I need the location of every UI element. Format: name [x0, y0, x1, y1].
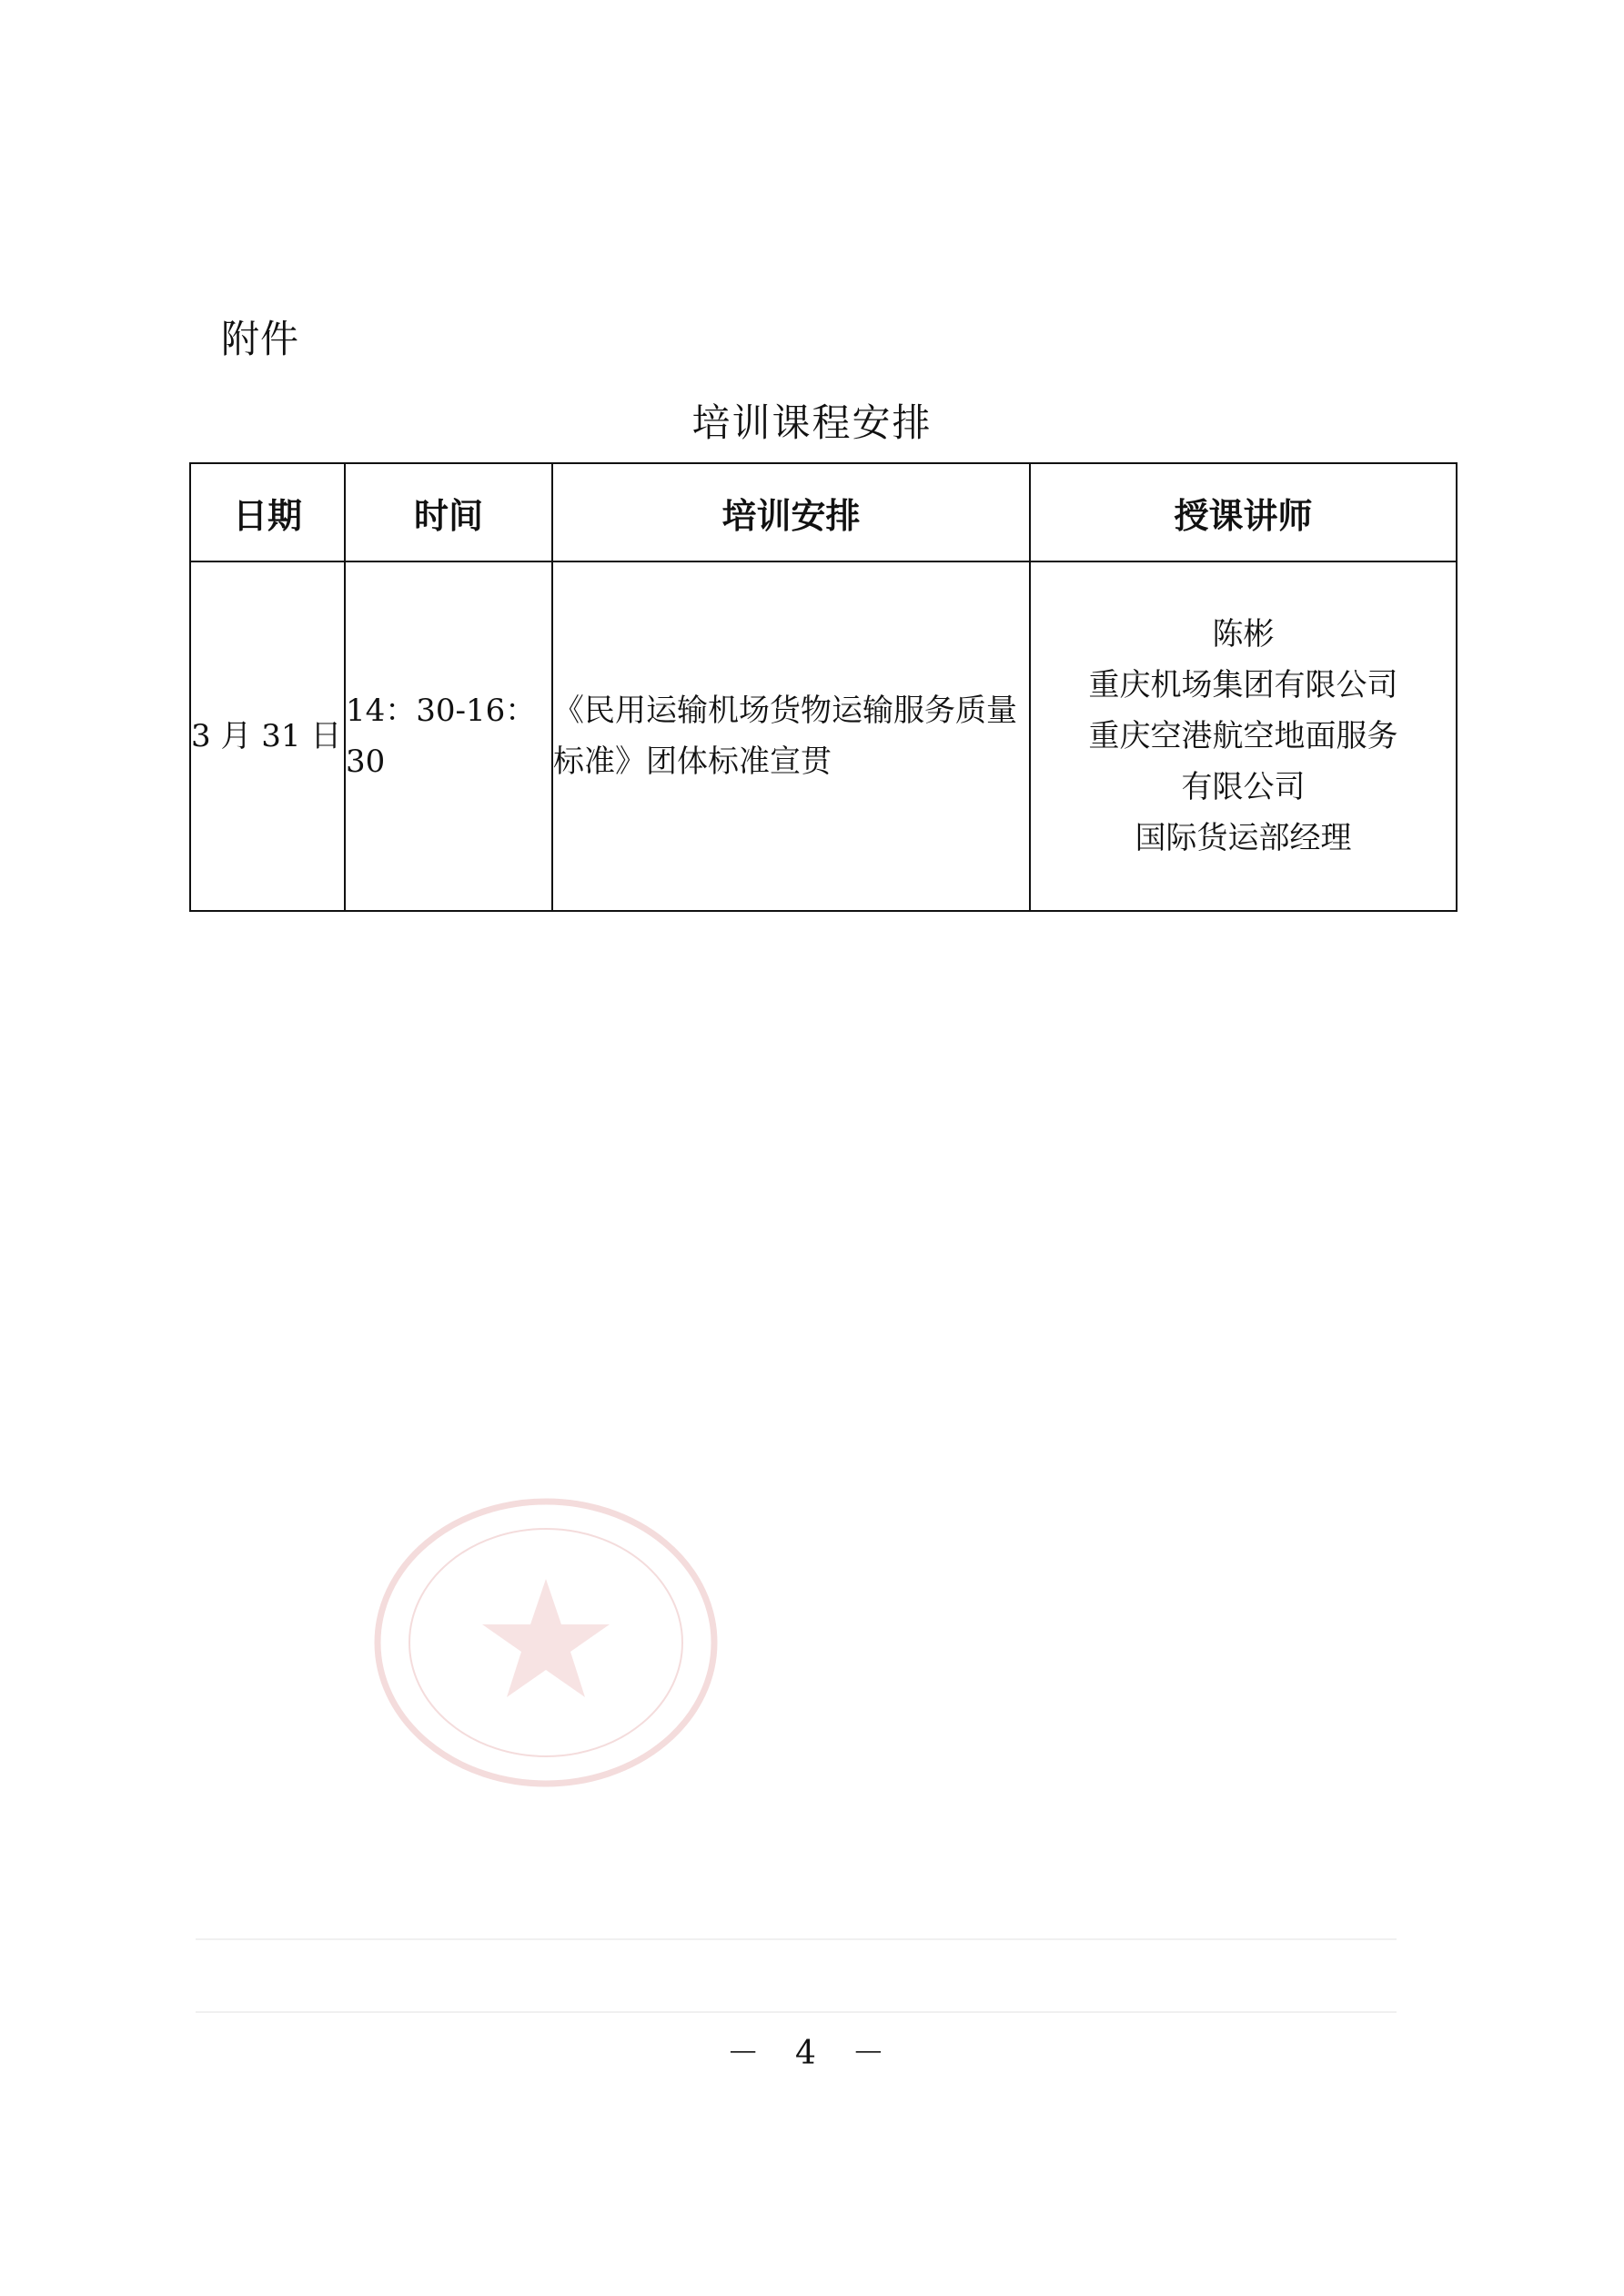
training-schedule-table — [189, 462, 1458, 912]
cell-time: 14：30-16：30 — [345, 561, 552, 911]
page-number: － 4 － — [726, 2035, 898, 2072]
cell-arrangement: 《民用运输机场货物运输服务质量标准》团体标准宣贯 — [552, 561, 1030, 911]
header-lecturer: 授课讲师 — [1030, 463, 1457, 561]
lecturer-name: 陈彬 — [1212, 616, 1275, 652]
cell-date: 3 月 31 日 — [190, 561, 345, 911]
ghost-rule — [196, 2011, 1397, 2013]
header-time: 时间 — [345, 463, 552, 561]
lecturer-org-line: 重庆空港航空地面服务 — [1088, 718, 1398, 754]
red-seal-with-star-icon — [368, 1492, 723, 1793]
table-row — [190, 561, 1457, 911]
ghost-rule — [196, 1938, 1397, 1940]
cell-lecturer — [1030, 561, 1457, 911]
lecturer-title: 国际货运部经理 — [1135, 820, 1352, 856]
lecturer-org-line: 有限公司 — [1181, 769, 1306, 805]
page-title: 培训课程安排 — [691, 400, 933, 445]
table-header-row — [190, 463, 1457, 561]
header-date: 日期 — [190, 463, 345, 561]
lecturer-org-line: 重庆机场集团有限公司 — [1088, 667, 1398, 703]
header-arrangement: 培训安排 — [552, 463, 1030, 561]
attachment-label: 附件 — [221, 317, 300, 361]
